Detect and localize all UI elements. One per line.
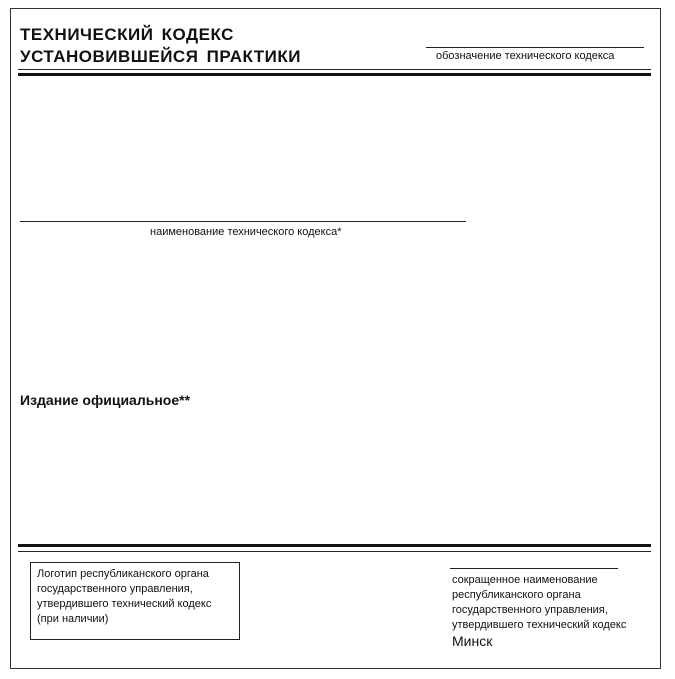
name-label: наименование технического кодекса* (150, 226, 342, 238)
short-name-line-4: утвердившего технический кодекс (452, 619, 627, 631)
short-name-line-1: сокращенное наименование (452, 574, 598, 586)
footer-rule-thick (18, 544, 651, 547)
header-rule-thin (18, 69, 651, 70)
header-rule-thick (18, 73, 651, 76)
short-name-label (452, 573, 626, 633)
title-line-1: ТЕХНИЧЕСКИЙ КОДЕКС (20, 25, 234, 44)
logo-text-line-3: утвердившего технический кодекс (37, 598, 212, 610)
document-title (20, 24, 301, 68)
logo-placeholder-box (30, 562, 240, 640)
short-name-line-3: государственного управления, (452, 604, 608, 616)
title-line-2: УСТАНОВИВШЕЙСЯ ПРАКТИКИ (20, 47, 301, 66)
city-label: Минск (452, 633, 493, 649)
name-underline (20, 221, 466, 222)
designation-label: обозначение технического кодекса (436, 50, 615, 62)
logo-text-line-1: Логотип республиканского органа (37, 568, 209, 580)
designation-underline (426, 47, 644, 48)
logo-text-line-4: (при наличии) (37, 613, 109, 625)
short-name-underline (450, 568, 618, 569)
short-name-line-2: республиканского органа (452, 589, 581, 601)
official-edition-label: Издание официальное** (20, 392, 191, 408)
logo-text-line-2: государственного управления, (37, 583, 193, 595)
footer-rule-thin (18, 551, 651, 552)
